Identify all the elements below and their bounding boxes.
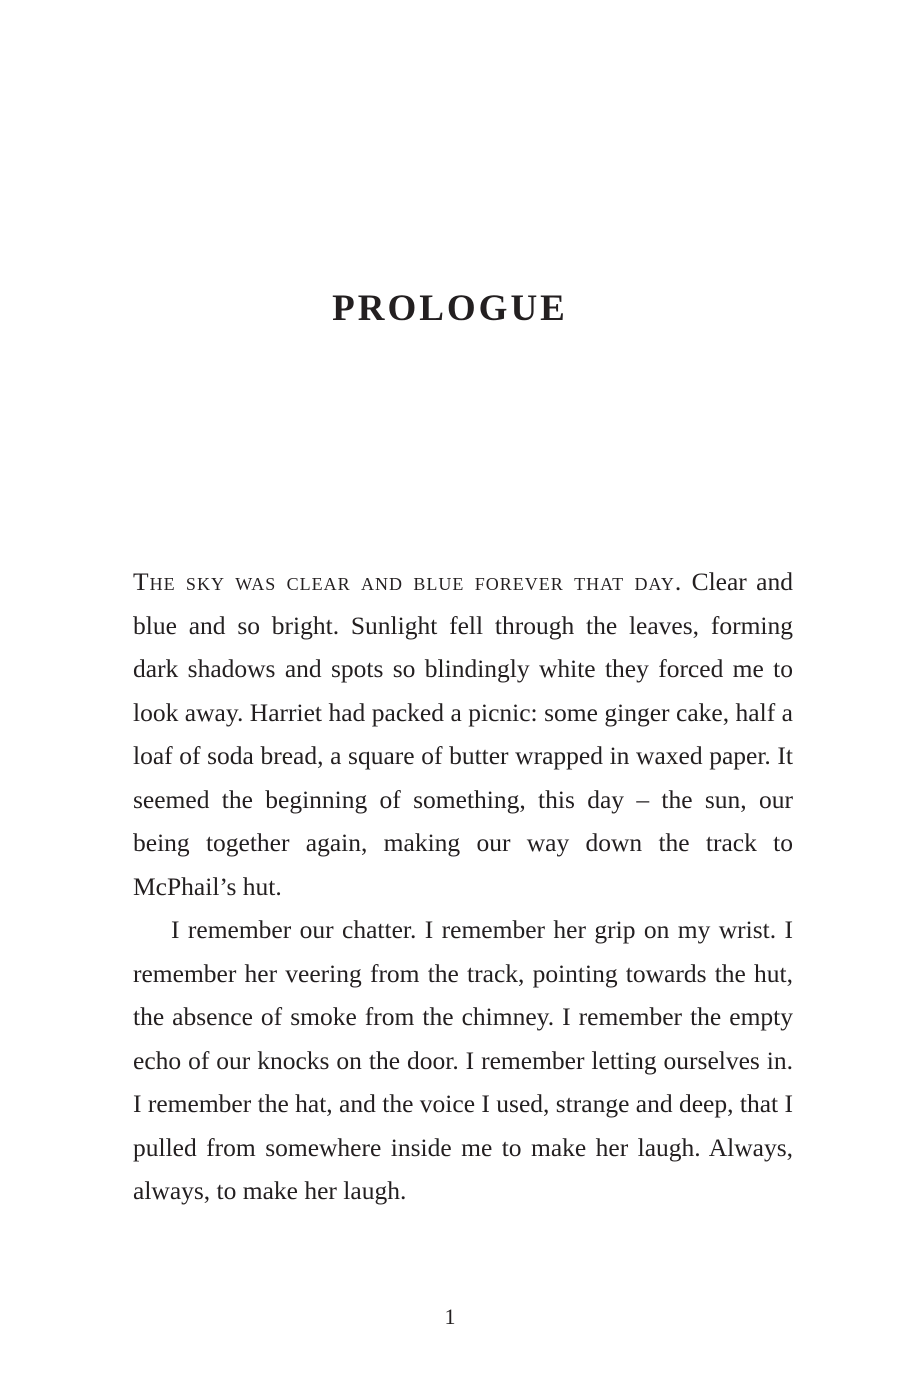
page-number: 1 (444, 1304, 456, 1329)
paragraph-first-text: Clear and blue and so bright. Sunlight fell through the leaves, forming dark shadows and spots so blindingly white they forced me to look away. Harriet had packed a picnic: some ginger cake, half a loaf of soda bread, a square of butter wrapped in waxed paper. It seemed the beginning of something, this day – the sun, our being together again, making our way down the track to McPhail’s hut. (133, 567, 793, 901)
paragraph-first (133, 560, 793, 908)
paragraph-lead-in: The sky was clear and blue forever that day. (133, 567, 683, 596)
paragraph-second: I remember our chatter. I remember her grip on my wrist. I remember her veering from the track, pointing towards the hut, the absence of smoke from the chimney. I remember the empty echo of our knocks on the door. I remember letting ourselves in. I remember the hat, and the voice I used, strange and deep, that I pulled from somewhere inside me to make her laugh. Always, always, to make her laugh. (133, 915, 793, 1205)
body-text (133, 560, 793, 1213)
chapter-title: PROLOGUE (332, 288, 568, 329)
